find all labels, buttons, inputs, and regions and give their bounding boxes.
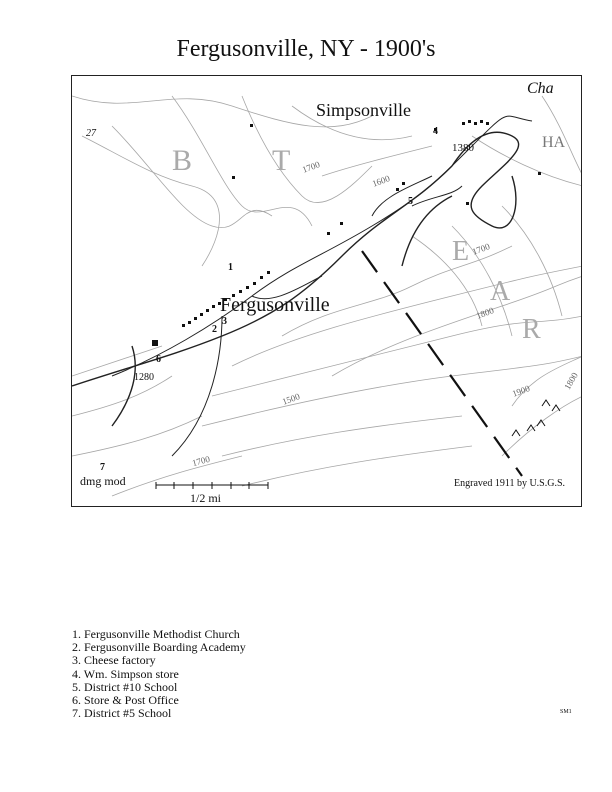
legend-item: 1. Fergusonville Methodist Church <box>72 627 240 641</box>
elevation-label: 1600 <box>370 173 392 189</box>
partial-label-r: R <box>522 314 541 345</box>
page-title: Fergusonville, NY - 1900's <box>176 36 436 62</box>
partial-label-b: B <box>172 144 193 177</box>
legend-item: 5. District #10 School <box>72 679 178 694</box>
fergusonville-label: Fergusonville <box>220 294 330 316</box>
scale-label: 1/2 mi <box>190 491 222 505</box>
site-marker-5: 5 <box>408 196 413 207</box>
partial-label-t: T <box>272 144 291 177</box>
site-marker-2: 2 <box>212 324 217 335</box>
elevation-label: 1900 <box>510 383 532 399</box>
legend-item: 3. Cheese factory <box>72 653 156 668</box>
elevation-label: 1380 <box>452 142 474 154</box>
map-credit-left: dmg mod <box>80 474 126 488</box>
elevation-label: 1700 <box>300 159 322 175</box>
page-code: SM1 <box>560 709 572 715</box>
elevation-label: 1700 <box>191 453 211 469</box>
site-marker-3: 3 <box>222 316 227 327</box>
site-marker-1: 1 <box>228 262 233 273</box>
elevation-label: 27 <box>86 128 96 139</box>
partial-label-ha: HA <box>542 134 566 151</box>
elevation-label: 1500 <box>280 391 302 407</box>
simpsonville-label: Simpsonville <box>316 100 412 120</box>
elevation-label: 1800 <box>474 305 496 321</box>
site-marker-6: 6 <box>156 354 161 365</box>
elevation-label: 1700 <box>470 241 492 257</box>
elevation-label: 1800 <box>562 370 580 392</box>
legend-item: 6. Store & Post Office <box>72 693 179 708</box>
legend-item: 2. Fergusonville Boarding Academy <box>72 640 246 655</box>
site-marker-7: 7 <box>100 462 105 473</box>
marsh-symbols <box>512 400 560 436</box>
legend-item: 4. Wm. Simpson store <box>72 666 179 681</box>
topographic-map <box>71 75 582 507</box>
site-legend <box>72 628 246 720</box>
partial-label-cha: Cha <box>527 80 554 97</box>
elevation-label: 1280 <box>134 372 154 383</box>
map-credit-right: Engraved 1911 by U.S.G.S. <box>454 478 566 489</box>
partial-label-a: A <box>490 276 511 307</box>
legend-item: 7. District #5 School <box>72 706 172 721</box>
site-marker-4: 4 <box>433 126 438 137</box>
partial-label-e: E <box>452 236 470 267</box>
